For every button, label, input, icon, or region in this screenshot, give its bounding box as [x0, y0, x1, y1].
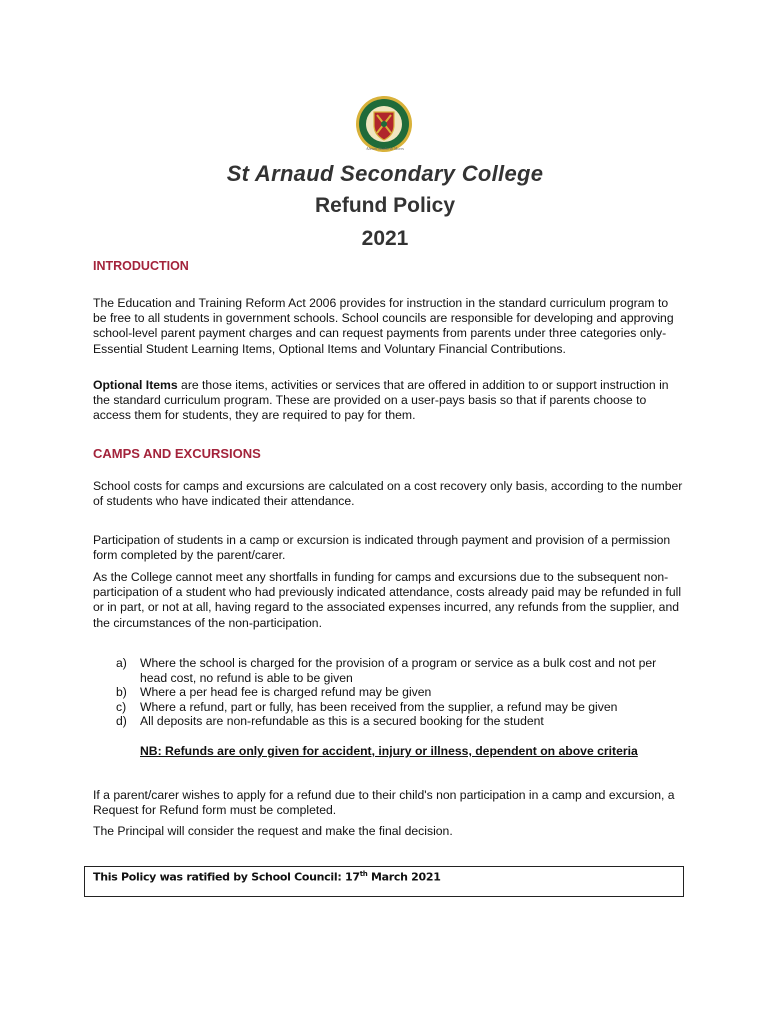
camps-heading: CAMPS AND EXCURSIONS — [93, 446, 261, 461]
optional-items-text: are those items, activities or services that are offered in addition to or support instruction in the standard curriculum program. These are provided on a user-pays basis so that if parents choose to access them for students, they are required to pay for them. — [93, 378, 669, 423]
optional-items-term: Optional Items — [93, 378, 178, 392]
list-marker: b) — [116, 685, 127, 700]
list-item — [116, 700, 676, 715]
list-marker: a) — [116, 656, 127, 670]
crest-motto: Abeunt Studia In Mores — [366, 146, 404, 151]
list-item — [116, 656, 676, 685]
introduction-paragraph: The Education and Training Reform Act 2006 provides for instruction in the standard curriculum program to be free to all students in government schools. School councils are responsible for developing and approving school-level parent payment charges and can request payments from parents under three categories only- Essential Student Learning Items, Optional Items and Voluntary Financial Contributions. — [93, 296, 674, 356]
list-item — [116, 685, 676, 700]
list-item-text: Where a per head fee is charged refund may be given — [140, 685, 432, 700]
college-title: St Arnaud Secondary College — [226, 161, 544, 186]
list-item-text: Where a refund, part or fully, has been received from the supplier, a refund may be given — [140, 699, 618, 714]
nb-note: NB: Refunds are only given for accident, injury or illness, dependent on above criteria — [140, 744, 638, 758]
list-item — [116, 714, 676, 729]
list-marker: c) — [116, 699, 127, 714]
policy-title: Refund Policy — [314, 194, 456, 217]
ratified-box — [84, 866, 684, 897]
camps-paragraph-costs: School costs for camps and excursions are calculated on a cost recovery only basis, according to the number of students who have indicated their attendance. — [93, 479, 683, 509]
refund-request-paragraph: If a parent/carer wishes to apply for a refund due to their child's non participation in a camp and excursion, a Request for Refund form must be completed. — [93, 788, 675, 818]
camps-paragraph-participation: Participation of students in a camp or excursion is indicated through payment and provision of a permission form completed by the parent/carer. — [93, 533, 671, 563]
list-item-text: Where the school is charged for the provision of a program or service as a bulk cost and not per head cost, no refund is able to be given — [140, 656, 657, 685]
refund-criteria-list — [116, 656, 676, 729]
ratified-text — [93, 870, 441, 884]
college-crest-icon — [355, 95, 413, 153]
list-item-text: All deposits are non-refundable as this is a secured booking for the student — [140, 714, 544, 729]
ratified-prefix: This Policy was ratified by School Council: 17 — [93, 870, 360, 884]
ratified-sup: th — [359, 870, 368, 878]
camps-paragraph-shortfalls: As the College cannot meet any shortfalls in funding for camps and excursions due to the subsequent non-participation of a student who had previously indicated attendance, costs already paid may be refunded in full or in part, or not at all, having regard to the associated expenses incurred, any refunds from the supplier, and the circumstances of the non-participation. — [93, 570, 682, 630]
ratified-suffix: March 2021 — [367, 870, 441, 884]
optional-items-paragraph — [93, 378, 683, 424]
principal-decision-paragraph: The Principal will consider the request and make the final decision. — [93, 824, 453, 838]
introduction-heading: INTRODUCTION — [93, 259, 189, 273]
policy-year: 2021 — [361, 227, 409, 250]
list-marker: d) — [116, 714, 127, 729]
